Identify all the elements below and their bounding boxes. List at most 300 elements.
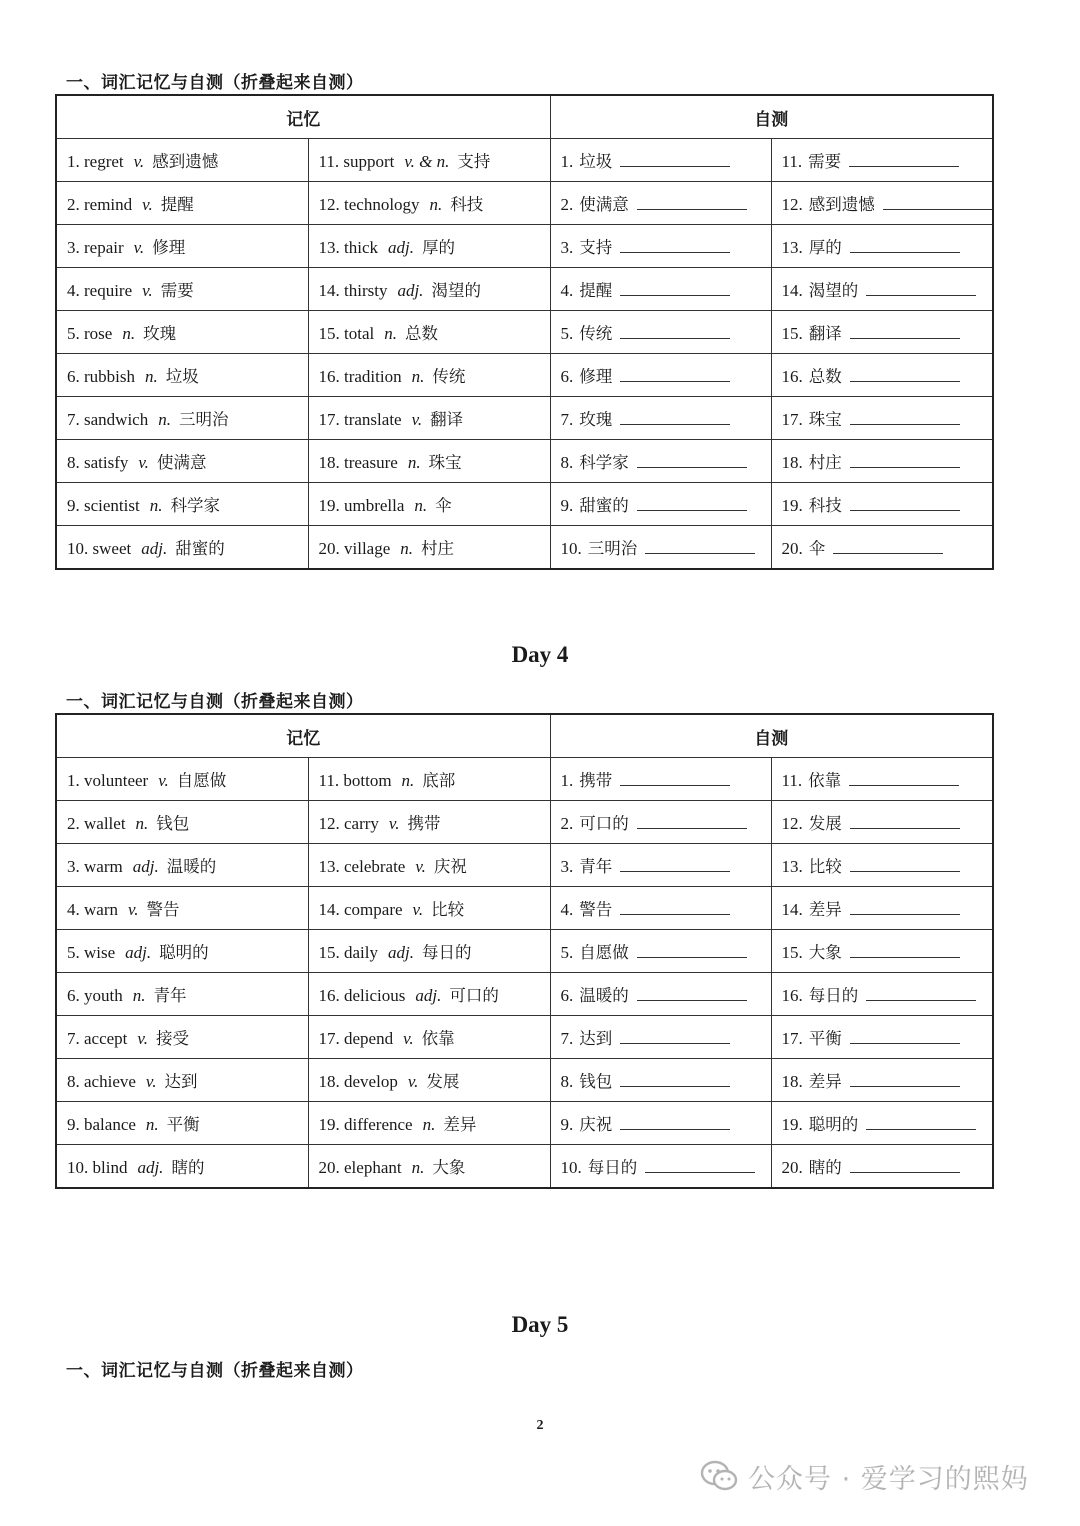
prompt-meaning: 科学家 — [579, 453, 629, 472]
chinese-meaning: 修理 — [152, 238, 186, 257]
vocab-word: 15. daily — [318, 943, 378, 962]
memorize-cell — [308, 1145, 550, 1189]
item-number: 17. — [781, 410, 803, 429]
prompt-meaning: 比较 — [808, 857, 842, 876]
prompt-meaning: 伞 — [808, 539, 826, 558]
table-row — [56, 526, 993, 570]
chinese-meaning: 可口的 — [449, 986, 499, 1005]
item-number: 12. — [781, 814, 803, 833]
selftest-cell — [550, 440, 771, 483]
selftest-cell — [771, 930, 993, 973]
answer-blank[interactable] — [833, 539, 943, 554]
answer-blank[interactable] — [620, 238, 730, 253]
memorize-cell — [308, 483, 550, 526]
memorize-cell — [56, 1102, 308, 1145]
vocab-word: 13. thick — [318, 238, 378, 257]
part-of-speech: n. — [411, 1158, 425, 1177]
memorize-cell — [56, 354, 308, 397]
answer-blank[interactable] — [620, 324, 730, 339]
item-number: 19. — [781, 496, 803, 515]
vocab-word: 12. technology — [318, 195, 420, 214]
item-number: 18. — [781, 453, 803, 472]
item-number: 9. — [560, 496, 574, 515]
table-row — [56, 483, 993, 526]
answer-blank[interactable] — [645, 539, 755, 554]
item-number: 17. — [781, 1029, 803, 1048]
part-of-speech: adj. — [388, 238, 414, 257]
vocab-word: 19. umbrella — [318, 496, 405, 515]
table-row — [56, 440, 993, 483]
section-title-1: 一、词汇记忆与自测（折叠起来自测） — [66, 73, 364, 93]
header-row — [56, 714, 993, 758]
part-of-speech: v. — [412, 900, 424, 919]
part-of-speech: n. — [411, 367, 425, 386]
vocab-word: 1. regret — [67, 152, 124, 171]
vocab-word: 11. bottom — [318, 771, 392, 790]
part-of-speech: adj. — [132, 857, 159, 876]
memorize-cell — [56, 930, 308, 973]
answer-blank[interactable] — [620, 1072, 730, 1087]
vocab-word: 16. tradition — [318, 367, 402, 386]
memorize-cell — [308, 930, 550, 973]
prompt-meaning: 自愿做 — [579, 943, 629, 962]
selftest-cell — [550, 844, 771, 887]
chinese-meaning: 温暖的 — [166, 857, 217, 876]
item-number: 1. — [560, 152, 574, 171]
prompt-meaning: 发展 — [808, 814, 842, 833]
vocab-word: 17. depend — [318, 1029, 394, 1048]
prompt-meaning: 渴望的 — [808, 281, 859, 300]
vocab-word: 18. develop — [318, 1072, 398, 1091]
prompt-meaning: 温暖的 — [579, 986, 629, 1005]
selftest-cell — [771, 973, 993, 1016]
part-of-speech: n. — [135, 814, 149, 833]
memorize-cell — [308, 354, 550, 397]
selftest-cell — [771, 268, 993, 311]
answer-blank[interactable] — [637, 453, 747, 468]
item-number: 14. — [781, 281, 803, 300]
prompt-meaning: 翻译 — [808, 324, 842, 343]
part-of-speech: v. — [415, 857, 426, 876]
part-of-speech: adj. — [137, 1158, 164, 1177]
vocab-word: 7. sandwich — [67, 410, 149, 429]
chinese-meaning: 总数 — [404, 324, 438, 343]
prompt-meaning: 支持 — [579, 238, 613, 257]
item-number: 15. — [781, 943, 803, 962]
memorize-cell — [56, 887, 308, 930]
chinese-meaning: 村庄 — [421, 539, 455, 558]
memorize-header: 记忆 — [56, 95, 550, 139]
prompt-meaning: 甜蜜的 — [579, 496, 629, 515]
part-of-speech: n. — [414, 496, 428, 515]
memorize-cell — [308, 973, 550, 1016]
part-of-speech: n. — [384, 324, 397, 343]
day-4-title: Day 4 — [511, 642, 569, 667]
item-number: 18. — [781, 1072, 803, 1091]
vocab-word: 10. blind — [67, 1158, 128, 1177]
selftest-cell — [771, 1016, 993, 1059]
chinese-meaning: 携带 — [407, 814, 441, 833]
table-row — [56, 1102, 993, 1145]
prompt-meaning: 大象 — [808, 943, 842, 962]
item-number: 3. — [560, 238, 574, 257]
vocab-word: 9. balance — [67, 1115, 136, 1134]
memorize-cell — [308, 1102, 550, 1145]
vocab-word: 8. satisfy — [67, 453, 129, 472]
answer-blank[interactable] — [850, 367, 960, 382]
selftest-cell — [550, 311, 771, 354]
selftest-cell — [550, 930, 771, 973]
answer-blank[interactable] — [620, 900, 730, 915]
prompt-meaning: 总数 — [808, 367, 842, 386]
vocab-word: 5. wise — [67, 943, 116, 962]
vocab-word: 14. thirsty — [318, 281, 388, 300]
answer-blank[interactable] — [850, 324, 960, 339]
item-number: 10. — [560, 539, 582, 558]
part-of-speech: v. & n. — [404, 152, 450, 171]
answer-blank[interactable] — [637, 943, 747, 958]
selftest-cell — [771, 887, 993, 930]
answer-blank[interactable] — [645, 1158, 755, 1173]
answer-blank[interactable] — [620, 367, 730, 382]
selftest-cell — [550, 1016, 771, 1059]
part-of-speech: v. — [388, 814, 400, 833]
selftest-cell — [771, 225, 993, 268]
prompt-meaning: 差异 — [808, 1072, 842, 1091]
prompt-meaning: 三明治 — [587, 539, 638, 558]
prompt-meaning: 平衡 — [808, 1029, 842, 1048]
answer-blank[interactable] — [849, 771, 959, 786]
part-of-speech: n. — [400, 539, 414, 558]
vocab-word: 19. difference — [318, 1115, 413, 1134]
answer-blank[interactable] — [850, 814, 960, 829]
chinese-meaning: 翻译 — [430, 410, 464, 429]
part-of-speech: adj. — [125, 943, 152, 962]
item-number: 3. — [560, 857, 574, 876]
prompt-meaning: 携带 — [579, 771, 613, 790]
selftest-cell — [550, 268, 771, 311]
memorize-cell — [56, 1016, 308, 1059]
table-row — [56, 225, 993, 268]
table-row — [56, 930, 993, 973]
selftest-cell — [550, 526, 771, 570]
memorize-cell — [56, 483, 308, 526]
memorize-cell — [308, 844, 550, 887]
day-5-title: Day 5 — [511, 1312, 569, 1337]
memorize-cell — [308, 225, 550, 268]
item-number: 20. — [781, 539, 803, 558]
watermark-text: 公众号 · 爱学习的熙妈 — [748, 1463, 1029, 1495]
vocab-word: 6. rubbish — [67, 367, 135, 386]
answer-blank[interactable] — [850, 900, 960, 915]
table-row — [56, 268, 993, 311]
prompt-meaning: 瞎的 — [808, 1158, 842, 1177]
item-number: 11. — [781, 152, 803, 171]
part-of-speech: n. — [158, 410, 171, 429]
memorize-cell — [308, 311, 550, 354]
prompt-meaning: 依靠 — [808, 771, 842, 790]
item-number: 9. — [560, 1115, 574, 1134]
memorize-header: 记忆 — [56, 714, 550, 758]
memorize-cell — [308, 139, 550, 182]
chinese-meaning: 渴望的 — [431, 281, 481, 300]
prompt-meaning: 垃圾 — [579, 152, 613, 171]
header-row — [56, 95, 993, 139]
chinese-meaning: 接受 — [155, 1029, 189, 1048]
chinese-meaning: 平衡 — [166, 1115, 200, 1134]
selftest-cell — [550, 1059, 771, 1102]
selftest-cell — [771, 311, 993, 354]
part-of-speech: v. — [407, 1072, 419, 1091]
chinese-meaning: 垃圾 — [165, 367, 199, 386]
chinese-meaning: 大象 — [432, 1158, 466, 1177]
vocab-table-day3 — [55, 94, 994, 570]
prompt-meaning: 可口的 — [579, 814, 629, 833]
prompt-meaning: 珠宝 — [808, 410, 842, 429]
answer-blank[interactable] — [637, 496, 747, 511]
prompt-meaning: 提醒 — [579, 281, 613, 300]
item-number: 6. — [560, 986, 574, 1005]
prompt-meaning: 使满意 — [579, 195, 629, 214]
chinese-meaning: 甜蜜的 — [175, 539, 225, 558]
selftest-cell — [771, 526, 993, 570]
selftest-cell — [771, 397, 993, 440]
answer-blank[interactable] — [850, 943, 960, 958]
answer-blank[interactable] — [866, 281, 976, 296]
chinese-meaning: 瞎的 — [171, 1158, 205, 1177]
chinese-meaning: 聪明的 — [159, 943, 209, 962]
vocab-word: 16. delicious — [318, 986, 406, 1005]
answer-blank[interactable] — [866, 986, 976, 1001]
table-row — [56, 182, 993, 225]
selftest-cell — [771, 139, 993, 182]
selftest-header: 自测 — [550, 95, 993, 139]
chinese-meaning: 达到 — [164, 1072, 198, 1091]
answer-blank[interactable] — [850, 1158, 960, 1173]
selftest-cell — [550, 139, 771, 182]
part-of-speech: adj. — [388, 943, 414, 962]
part-of-speech: v. — [133, 238, 145, 257]
section-title-2: 一、词汇记忆与自测（折叠起来自测） — [66, 692, 364, 712]
selftest-cell — [771, 758, 993, 801]
wechat-icon — [700, 1460, 738, 1492]
section-title-3: 一、词汇记忆与自测（折叠起来自测） — [66, 1361, 364, 1381]
chinese-meaning: 科技 — [450, 195, 484, 214]
chinese-meaning: 发展 — [426, 1072, 460, 1091]
answer-blank[interactable] — [637, 814, 747, 829]
vocab-word: 13. celebrate — [318, 857, 406, 876]
memorize-cell — [56, 397, 308, 440]
selftest-cell — [771, 801, 993, 844]
prompt-meaning: 村庄 — [808, 453, 842, 472]
item-number: 7. — [560, 410, 574, 429]
watermark — [700, 1454, 1029, 1498]
selftest-cell — [550, 973, 771, 1016]
answer-blank[interactable] — [849, 152, 959, 167]
answer-blank[interactable] — [637, 195, 747, 210]
vocab-word: 20. elephant — [318, 1158, 402, 1177]
answer-blank[interactable] — [620, 771, 730, 786]
chinese-meaning: 需要 — [160, 281, 194, 300]
memorize-cell — [308, 758, 550, 801]
item-number: 2. — [560, 814, 574, 833]
memorize-cell — [308, 182, 550, 225]
selftest-cell — [550, 801, 771, 844]
answer-blank[interactable] — [620, 152, 730, 167]
item-number: 8. — [560, 453, 574, 472]
vocab-word: 12. carry — [318, 814, 379, 833]
answer-blank[interactable] — [866, 1115, 976, 1130]
memorize-cell — [56, 225, 308, 268]
prompt-meaning: 庆祝 — [579, 1115, 613, 1134]
table-row — [56, 397, 993, 440]
chinese-meaning: 钱包 — [156, 814, 190, 833]
selftest-cell — [771, 1059, 993, 1102]
prompt-meaning: 每日的 — [808, 986, 859, 1005]
prompt-meaning: 感到遗憾 — [808, 195, 875, 214]
part-of-speech: v. — [158, 771, 169, 790]
chinese-meaning: 比较 — [431, 900, 465, 919]
chinese-meaning: 自愿做 — [176, 771, 227, 790]
part-of-speech: n. — [401, 771, 415, 790]
selftest-cell — [550, 483, 771, 526]
chinese-meaning: 支持 — [457, 152, 491, 171]
item-number: 20. — [781, 1158, 803, 1177]
memorize-cell — [56, 526, 308, 570]
table-row — [56, 1059, 993, 1102]
memorize-cell — [56, 440, 308, 483]
item-number: 14. — [781, 900, 803, 919]
item-number: 4. — [560, 281, 574, 300]
table-row — [56, 887, 993, 930]
answer-blank[interactable] — [850, 857, 960, 872]
prompt-meaning: 钱包 — [579, 1072, 613, 1091]
answer-blank[interactable] — [850, 1072, 960, 1087]
vocab-word: 9. scientist — [67, 496, 140, 515]
part-of-speech: n. — [145, 367, 158, 386]
chinese-meaning: 底部 — [422, 771, 456, 790]
memorize-cell — [308, 268, 550, 311]
vocab-word: 1. volunteer — [67, 771, 149, 790]
memorize-cell — [56, 801, 308, 844]
table-row — [56, 758, 993, 801]
chinese-meaning: 警告 — [146, 900, 180, 919]
memorize-cell — [308, 526, 550, 570]
memorize-cell — [56, 311, 308, 354]
prompt-meaning: 修理 — [579, 367, 613, 386]
prompt-meaning: 聪明的 — [808, 1115, 859, 1134]
answer-blank[interactable] — [637, 986, 747, 1001]
selftest-cell — [550, 1145, 771, 1189]
part-of-speech: adj. — [397, 281, 424, 300]
answer-blank[interactable] — [850, 496, 960, 511]
part-of-speech: v. — [137, 1029, 148, 1048]
part-of-speech: adj. — [141, 539, 168, 558]
item-number: 6. — [560, 367, 574, 386]
memorize-cell — [308, 440, 550, 483]
memorize-cell — [56, 139, 308, 182]
vocab-word: 8. achieve — [67, 1072, 136, 1091]
selftest-cell — [550, 225, 771, 268]
selftest-cell — [771, 1102, 993, 1145]
part-of-speech: v. — [142, 281, 153, 300]
memorize-cell — [308, 801, 550, 844]
part-of-speech: n. — [149, 496, 163, 515]
vocab-word: 4. warn — [67, 900, 118, 919]
memorize-cell — [56, 758, 308, 801]
chinese-meaning: 传统 — [432, 367, 466, 386]
item-number: 15. — [781, 324, 803, 343]
chinese-meaning: 使满意 — [156, 453, 207, 472]
table-row — [56, 1145, 993, 1189]
prompt-meaning: 传统 — [579, 324, 613, 343]
prompt-meaning: 每日的 — [587, 1158, 638, 1177]
table-row — [56, 1016, 993, 1059]
part-of-speech: v. — [145, 1072, 157, 1091]
memorize-cell — [308, 887, 550, 930]
table-row — [56, 801, 993, 844]
item-number: 12. — [781, 195, 803, 214]
selftest-cell — [771, 440, 993, 483]
table-row — [56, 973, 993, 1016]
answer-blank[interactable] — [620, 857, 730, 872]
part-of-speech: n. — [122, 324, 136, 343]
part-of-speech: n. — [145, 1115, 159, 1134]
answer-blank[interactable] — [850, 453, 960, 468]
part-of-speech: v. — [403, 1029, 414, 1048]
table-row — [56, 311, 993, 354]
answer-blank[interactable] — [620, 1029, 730, 1044]
part-of-speech: n. — [407, 453, 421, 472]
table-row — [56, 354, 993, 397]
answer-blank[interactable] — [883, 195, 993, 210]
answer-blank[interactable] — [620, 410, 730, 425]
item-number: 16. — [781, 986, 803, 1005]
selftest-cell — [771, 844, 993, 887]
prompt-meaning: 差异 — [808, 900, 842, 919]
table-row — [56, 139, 993, 182]
vocab-word: 18. treasure — [318, 453, 398, 472]
answer-blank[interactable] — [620, 1115, 730, 1130]
item-number: 8. — [560, 1072, 574, 1091]
memorize-cell — [56, 844, 308, 887]
chinese-meaning: 每日的 — [421, 943, 472, 962]
answer-blank[interactable] — [850, 1029, 960, 1044]
memorize-cell — [308, 397, 550, 440]
item-number: 10. — [560, 1158, 582, 1177]
memorize-cell — [56, 268, 308, 311]
answer-blank[interactable] — [850, 410, 960, 425]
selftest-cell — [771, 182, 993, 225]
part-of-speech: n. — [429, 195, 443, 214]
selftest-cell — [550, 354, 771, 397]
chinese-meaning: 厚的 — [421, 238, 455, 257]
chinese-meaning: 珠宝 — [428, 453, 462, 472]
memorize-cell — [56, 973, 308, 1016]
prompt-meaning: 厚的 — [808, 238, 842, 257]
item-number: 13. — [781, 857, 803, 876]
part-of-speech: n. — [422, 1115, 436, 1134]
part-of-speech: n. — [132, 986, 146, 1005]
chinese-meaning: 伞 — [435, 496, 452, 515]
chinese-meaning: 三明治 — [178, 410, 229, 429]
answer-blank[interactable] — [850, 238, 960, 253]
selftest-cell — [550, 758, 771, 801]
vocab-word: 20. village — [318, 539, 391, 558]
answer-blank[interactable] — [620, 281, 730, 296]
chinese-meaning: 玫瑰 — [143, 324, 177, 343]
prompt-meaning: 玫瑰 — [579, 410, 613, 429]
